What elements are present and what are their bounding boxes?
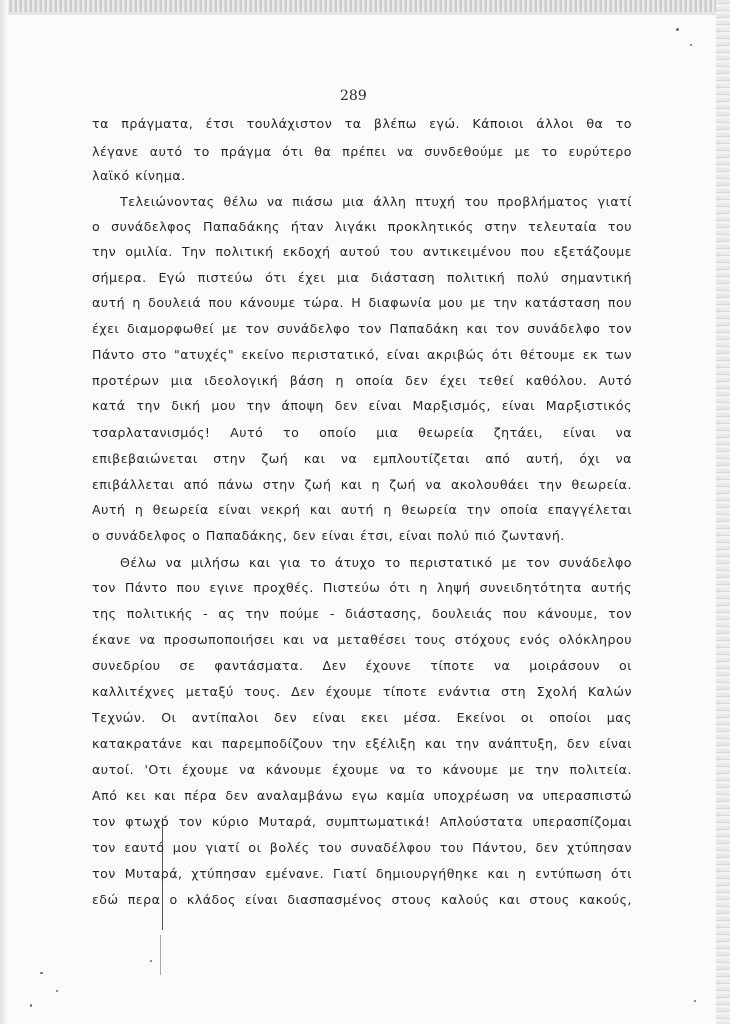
text-line: επιβεβαιώνεται στην ζωή και να εμπλουτίζεται από αυτή, όχι να xyxy=(92,451,632,466)
text-line: ο συνάδελφος ο Παπαδάκης, δεν είναι έτσι, είναι πολύ πιό ζωντανή. xyxy=(92,528,565,543)
scan-top-shadow xyxy=(0,12,730,15)
text-line: την ομιλία. Την πολιτική εκδοχή αυτού του αντικειμένου που εξετάζουμε xyxy=(92,244,632,259)
text-line: ο συνάδελφος Παπαδάκης ήταν λιγάκι προκλητικός στην τελευταία του xyxy=(92,219,632,234)
text-line: Τεχνών. Οι αντίπαλοι δεν είναι εκει μέσα. Εκείνοι οι οποίοι μας xyxy=(92,710,632,725)
text-line: τον φτωχό τον κύριο Μυταρά, συμπτωματικά! Απλούστατα υπερασπίζομαι xyxy=(92,814,632,829)
text-line: αυτοί. 'Οτι έχουμε να κάνουμε έχουμε να το κάνουμε με την πολιτεία. xyxy=(92,762,632,777)
page-number: 289 xyxy=(340,88,367,104)
scan-speck xyxy=(56,990,58,992)
text-line: έκανε να προσωποποιήσει και να μεταθέσει τους στόχους ενός ολόκληρου xyxy=(92,632,632,647)
text-line: λαϊκό κίνημα. xyxy=(92,168,186,183)
text-line: κατακρατάνε και παρεμποδίζουν την εξέλιξη και την ανάπτυξη, δεν είναι xyxy=(92,736,632,751)
text-line: τον Πάντο που εγινε προχθές. Πιστεύω ότι η ληψή συνειδητότητα αυτής xyxy=(92,580,632,595)
margin-mark xyxy=(160,935,161,975)
text-line: Αυτή η θεωρεία είναι νεκρή και αυτή η θεωρεία την οποία επαγγέλεται xyxy=(92,502,632,517)
scan-speck xyxy=(690,44,692,46)
text-line: Πάντο στο "ατυχές" εκείνο περιστατικό, είναι ακριβώς ότι θέτουμε εκ των xyxy=(92,347,632,362)
text-line: αυτή η δουλειά που κάνουμε τώρα. Η διαφωνία μου με την κατάσταση που xyxy=(92,295,632,310)
scan-speck xyxy=(150,960,152,962)
text-line: της πολιτικής - ας την πούμε - διάστασης, δουλειάς που κάνουμε, τον xyxy=(92,606,632,621)
text-line: σήμερα. Εγώ πιστεύω ότι έχει μια διάσταση πολιτική πολύ σημαντική xyxy=(92,270,632,285)
text-line: εδώ περα ο κλάδος είναι διασπασμένος στους καλούς και στους κακούς, xyxy=(92,892,632,907)
scan-left-edge xyxy=(0,0,8,1024)
scan-speck xyxy=(676,28,679,31)
scan-speck xyxy=(40,972,43,974)
scan-top-edge xyxy=(0,0,730,12)
text-line: Τελειώνοντας θέλω να πιάσω μια άλλη πτυχή του προβλήματος γιατί xyxy=(120,194,632,209)
text-line: κατά την δική μου την άποψη δεν είναι Μαρξισμός, είναι Μαρξιστικός xyxy=(92,398,632,413)
text-line: επιβάλλεται από πάνω στην ζωή και η ζωή να ακολουθάει την θεωρεία. xyxy=(92,477,632,492)
text-line: τσαρλατανισμός! Αυτό το οποίο μια θεωρεία ζητάει, είναι να xyxy=(92,425,632,440)
text-line: τα πράγματα, έτσι τουλάχιστον τα βλέπω εγώ. Κάποιοι άλλοι θα το xyxy=(92,116,632,131)
scan-speck xyxy=(694,1000,696,1002)
text-line: Θέλω να μιλήσω και για το άτυχο το περιστατικό με τον συνάδελφο xyxy=(120,555,632,570)
text-line: προτέρων μια ιδεολογική βάση η οποία δεν έχει τεθεί καθόλου. Αυτό xyxy=(92,373,632,388)
scan-right-edge xyxy=(716,0,730,1024)
text-line: συνεδρίου σε φαντάσματα. Δεν έχουνε τίποτε να μοιράσουν οι xyxy=(92,658,632,673)
text-line: τον εαυτό μου γιατί οι βολές του συναδέλφου του Πάντου, δεν χτύπησαν xyxy=(92,840,632,855)
text-line: έχει διαμορφωθεί με τον συνάδελφο τον Παπαδάκη και τον συνάδελφο τον xyxy=(92,321,632,336)
text-line: Από κει και πέρα δεν αναλαμβάνω εγω καμία υποχρέωση να υπερασπιστώ xyxy=(92,788,632,803)
text-line: λέγανε αυτό το πράγμα ότι θα πρέπει να συνδεθούμε με το ευρύτερο xyxy=(92,144,632,159)
text-line: τον Μυταρά, χτύπησαν εμένανε. Γιατί δημιουργήθηκε και η εντύπωση ότι xyxy=(92,866,632,881)
text-line: καλλιτέχνες μεταξύ τους. Δεν έχουμε τίποτε ενάντια στη Σχολή Καλών xyxy=(92,684,632,699)
scan-speck xyxy=(30,1004,32,1007)
